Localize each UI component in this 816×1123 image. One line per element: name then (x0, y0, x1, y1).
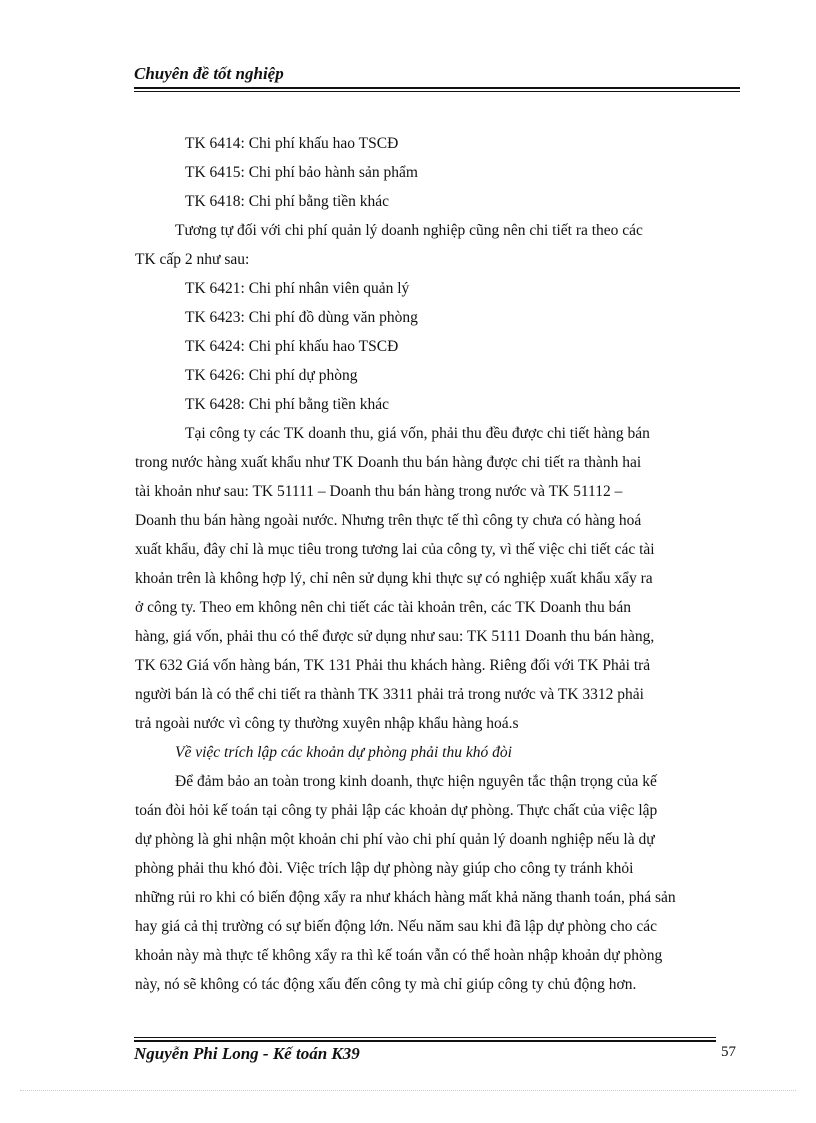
paragraph-line: hàng, giá vốn, phải thu có thể được sử dụng như sau: TK 5111 Doanh thu bán hàng, (135, 628, 655, 645)
header-rule-thin (134, 91, 740, 92)
paragraph-line: TK cấp 2 như sau: (135, 251, 250, 268)
paragraph-line: TK 632 Giá vốn hàng bán, TK 131 Phải thu khách hàng. Riêng đối với TK Phải trả (135, 657, 651, 674)
section-subheading: Về việc trích lập các khoản dự phòng phải thu khó đòi (175, 744, 512, 761)
list-item: TK 6426: Chi phí dự phòng (185, 367, 358, 384)
paragraph-line: Tương tự đối với chi phí quản lý doanh nghiệp cũng nên chi tiết ra theo các (175, 222, 643, 239)
paragraph-line: xuất khẩu, đây chỉ là mục tiêu trong tương lai của công ty, vì thế việc chi tiết các tài (135, 541, 655, 558)
paragraph-line: dự phòng là ghi nhận một khoản chi phí vào chi phí quản lý doanh nghiệp nếu là dự (135, 831, 655, 848)
paragraph-line: trả ngoài nước vì công ty thường xuyên nhập khẩu hàng hoá.s (135, 715, 519, 732)
paragraph-line: Để đảm bảo an toàn trong kinh doanh, thực hiện nguyên tắc thận trọng của kế (175, 773, 657, 790)
paragraph-line: ở công ty. Theo em không nên chi tiết các tài khoản trên, các TK Doanh thu bán (135, 599, 632, 616)
paragraph-line: khoản trên là không hợp lý, chỉ nên sử dụng khi thực sự có nghiệp xuất khẩu xẩy ra (135, 570, 653, 587)
paragraph-line: phòng phải thu khó đòi. Việc trích lập dự phòng này giúp cho công ty tránh khỏi (135, 860, 634, 877)
list-item: TK 6418: Chi phí bằng tiền khác (185, 193, 390, 210)
list-item: TK 6421: Chi phí nhân viên quản lý (185, 280, 410, 297)
header-rule (134, 87, 740, 89)
paragraph-line: những rủi ro khi có biến động xẩy ra như khách hàng mất khả năng thanh toán, phá sản (135, 889, 676, 906)
list-item: TK 6415: Chi phí bảo hành sản phẩm (185, 164, 418, 181)
paragraph-line: này, nó sẽ không có tác động xấu đến công ty mà chỉ giúp công ty chủ động hơn. (135, 976, 637, 993)
paragraph-line: Doanh thu bán hàng ngoài nước. Nhưng trên thực tế thì công ty chưa có hàng hoá (135, 512, 642, 529)
header-title: Chuyên đề tốt nghiệp (134, 64, 284, 83)
list-item: TK 6423: Chi phí đồ dùng văn phòng (185, 309, 418, 326)
document-body (135, 129, 739, 999)
paragraph-line: tài khoản như sau: TK 51111 – Doanh thu bán hàng trong nước và TK 51112 – (135, 483, 623, 500)
paragraph-line: người bán là có thể chi tiết ra thành TK 3311 phải trả trong nước và TK 3312 phải (135, 686, 644, 703)
list-item: TK 6414: Chi phí khấu hao TSCĐ (185, 135, 399, 152)
paragraph-line: khoản này mà thực tế không xẩy ra thì kế toán vẫn có thể hoàn nhập khoản dự phòng (135, 947, 663, 964)
paragraph-line: Tại công ty các TK doanh thu, giá vốn, phải thu đều được chi tiết hàng bán (185, 425, 650, 442)
footer-author: Nguyễn Phi Long - Kế toán K39 (134, 1044, 360, 1063)
footer-rule (134, 1040, 716, 1042)
paragraph-line: hay giá cả thị trường có sự biến động lớn. Nếu năm sau khi đã lập dự phòng cho các (135, 918, 657, 935)
footer-rule-thin (134, 1037, 716, 1038)
paragraph-line: toán đòi hỏi kế toán tại công ty phải lập các khoản dự phòng. Thực chất của việc lập (135, 802, 658, 819)
paragraph-line: trong nước hàng xuất khẩu như TK Doanh thu bán hàng được chi tiết ra thành hai (135, 454, 642, 471)
list-item: TK 6428: Chi phí bằng tiền khác (185, 396, 390, 413)
page-number: 57 (721, 1044, 736, 1060)
list-item: TK 6424: Chi phí khấu hao TSCĐ (185, 338, 399, 355)
page-boundary (20, 1090, 796, 1091)
